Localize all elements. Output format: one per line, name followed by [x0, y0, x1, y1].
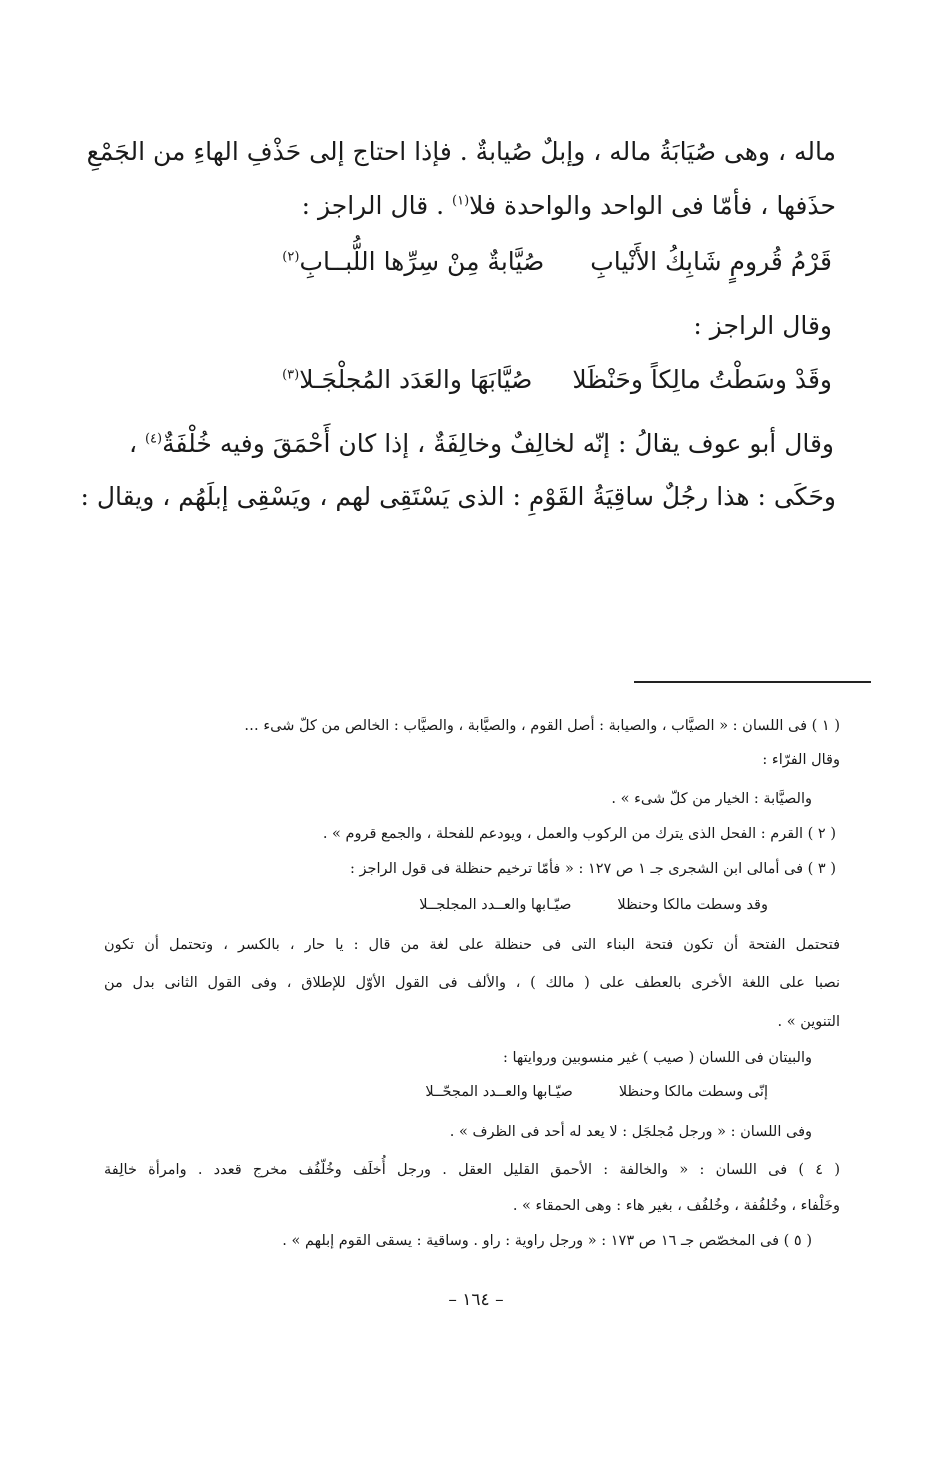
footnote-3-verse-1	[419, 893, 768, 917]
page-number: – ١٦٤ –	[448, 1290, 504, 1310]
footnote-3-line-3: نصبا على اللغة الأخرى بالعطف على ( مالك ) ، والألف فى القول الأوّل للإطلاق ، وفى القول الثانى بدل من	[104, 975, 840, 991]
verse-2-right-hemistich: وقَدْ وسَطْتُ مالِكاً وحَنْظَلا	[572, 365, 832, 394]
body-line-4-end: ،	[128, 429, 145, 458]
footnote-3-verse-1-left: صيّـابها والعــدد المجلجــلا	[419, 897, 572, 913]
verse-1-right-hemistich: قَرْمُ قُرومٍ شَابِكُ الأَنْيابِ	[590, 247, 832, 276]
footnote-2: ( ٢ ) القرم : الفحل الذى يترك من الركوب والعمل ، ويودعم للفحلة ، والجمع قروم » .	[322, 826, 836, 842]
body-line-2-end: . قال الراجز :	[301, 191, 453, 220]
footnote-ref-3[interactable]: (٣)	[282, 367, 300, 383]
verse-2	[282, 360, 832, 400]
footnote-ref-4[interactable]: (٤)	[144, 431, 163, 447]
verse-1-left-hemistich	[282, 242, 544, 282]
footnote-3-line-6: وفى اللسان : « ورجل مُجلجَل : لا يعد له أحد فى الظرف » .	[449, 1124, 812, 1140]
footnote-3-line-2: فتحتمل الفتحة أن تكون فتحة البناء التى فى حنظلة على لغة من قال : يا حار ، بالكسر ، وتحتمل أن تكون	[104, 937, 840, 953]
footnote-4-line-2: وخَلْفاء ، وخُلفُفة ، وخُلفُف ، بغير هاء : وهى الحمقاء » .	[512, 1198, 840, 1214]
body-line-3: وقال الراجز :	[693, 311, 832, 340]
footnote-3-verse-2	[425, 1080, 768, 1104]
footnote-1-line-1: ( ١ ) فى اللسان : « الصيَّاب ، والصيابة : أصل القوم ، والصيَّابة ، والصيَّاب : الخالص من كلّ شىء …	[244, 718, 840, 734]
body-line-1: ماله ، وهى صُيَابَةُ ماله ، وإبلٌ صُيابةٌ . فإذا احتاج إلى حَذْفِ الهاءِ من الجَمْعِ	[86, 137, 836, 166]
footnote-3-verse-2-left: صيّـابها والعــدد المجحّــلا	[425, 1084, 573, 1100]
footnote-separator	[634, 681, 871, 683]
verse-1	[282, 242, 832, 282]
footnote-1-line-2: وقال الفرّاء :	[762, 752, 840, 768]
body-line-2-text: حذَفها ، فأمّا فى الواحد والواحدة فلا	[469, 191, 836, 220]
footnote-ref-2[interactable]: (٢)	[282, 249, 300, 265]
verse-1-left-text: صُيَّابةٌ مِنْ سِرِّها اللُّبــابِ	[299, 247, 545, 276]
body-line-5: وحَكَى : هذا رجُلٌ ساقِيَةُ القَوْمِ : الذى يَسْتَقِى لهم ، ويَسْقِى إبلَهُم ، ويقال :	[80, 482, 836, 511]
verse-2-left-text: صُيَّابَهَا والعَدَد المُجلْجَـلا	[299, 365, 533, 394]
footnote-3-verse-1-right: وقد وسطت مالكا وحنظلا	[617, 897, 768, 913]
verse-2-left-hemistich	[282, 360, 532, 400]
footnote-ref-1[interactable]: (١)	[452, 193, 470, 209]
footnote-3-line-4: التنوين » .	[777, 1014, 840, 1030]
footnote-1-line-3: والصيَّابة : الخيار من كلّ شىء » .	[611, 791, 812, 807]
footnote-3-line-5: والبيتان فى اللسان ( صيب ) غير منسوبين وروايتها :	[502, 1050, 812, 1066]
body-line-4-text: وقال أبو عوف يقالُ : إنّه لخالِفٌ وخالِفَةٌ ، إذا كان أَحْمَقَ وفيه خُلْفَةٌ	[162, 429, 834, 458]
footnote-5: ( ٥ ) فى المخصّص جـ ١٦ ص ١٧٣ : « ورجل راوية : راو . وساقية : يسقى القوم إبلهم » .	[282, 1233, 812, 1249]
body-line-4	[106, 424, 834, 464]
footnote-3-line-1: ( ٣ ) فى أمالى ابن الشجرى جـ ١ ص ١٢٧ : « فأمّا ترخيم حنظلة فى قول الراجز :	[350, 861, 836, 877]
footnote-4-line-1: ( ٤ ) فى اللسان : « والخالفة : الأحمق القليل العقل . ورجل أُخلَف وخُلّفُف مخرج قعدد . وامرأة خالِفة	[104, 1162, 840, 1178]
body-line-2	[108, 186, 836, 226]
footnote-3-verse-2-right: إنّى وسطت مالكا وحنظلا	[618, 1084, 768, 1100]
